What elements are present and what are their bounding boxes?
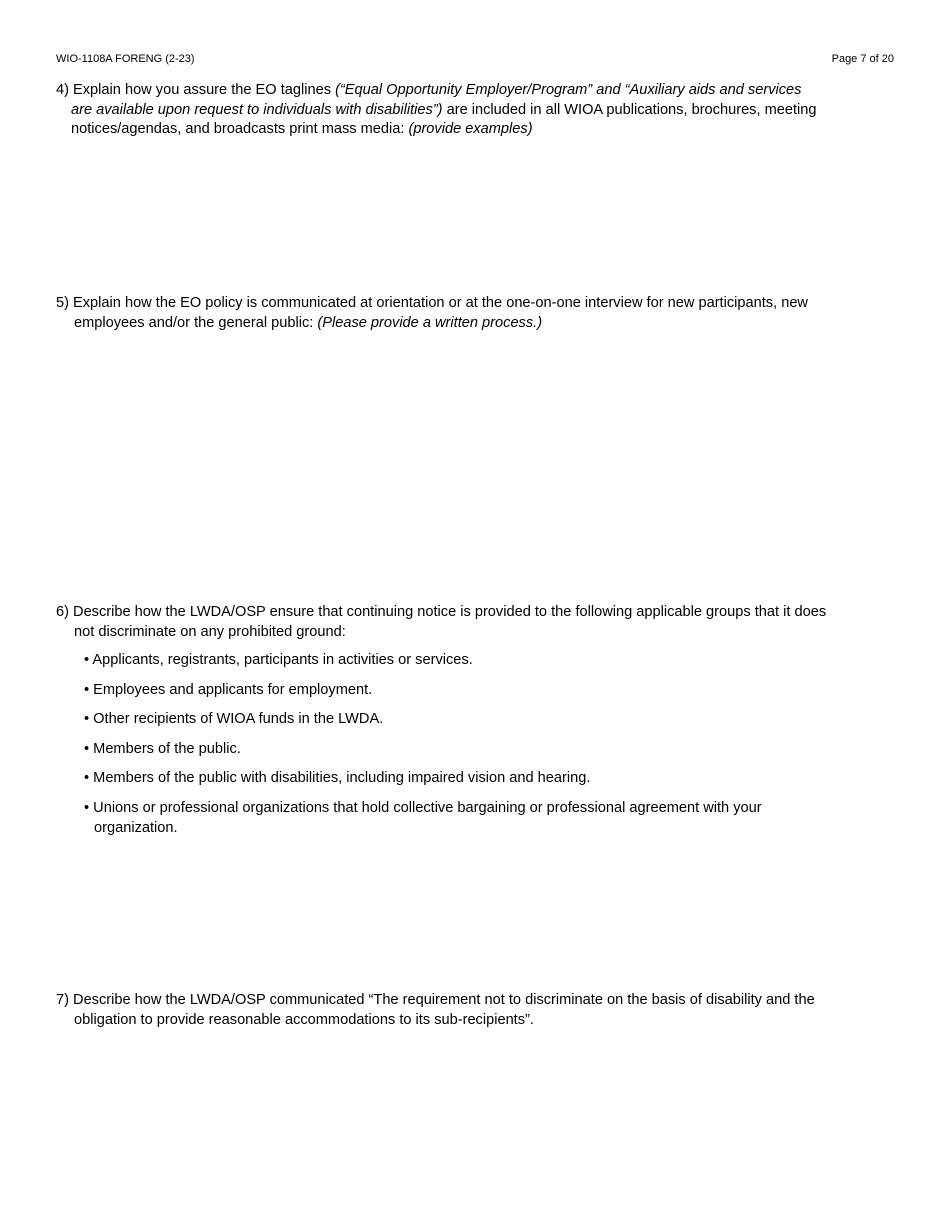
question-5-line-1: 5) Explain how the EO policy is communicated at orientation or at the one-on-one interview for new participants, new <box>56 295 808 311</box>
bullet-item: • Employees and applicants for employment. <box>84 682 373 698</box>
question-6 <box>56 603 896 642</box>
bullet-item: • Members of the public. <box>84 741 241 757</box>
question-4-line-1 <box>56 81 896 101</box>
bullet-item: • Members of the public with disabilities, including impaired vision and hearing. <box>84 770 591 786</box>
question-4-text-cont: are included in all WIOA publications, brochures, meeting <box>442 101 817 118</box>
question-5 <box>56 294 896 333</box>
question-7 <box>56 991 896 1030</box>
bullet-item-text-cont: organization. <box>94 819 178 836</box>
question-6-line-2: not discriminate on any prohibited ground: <box>74 623 346 640</box>
page-number: Page 7 of 20 <box>831 53 894 65</box>
question-4-tagline-cont: are available upon request to individuals with disabilities”) <box>71 101 443 118</box>
question-4-tagline: (“Equal Opportunity Employer/Program” and “Auxiliary aids and services <box>335 82 802 98</box>
question-7-line-1: 7) Describe how the LWDA/OSP communicated “The requirement not to discriminate on the basis of disability and the <box>56 992 815 1008</box>
question-4-instruction: (provide examples) <box>408 121 533 137</box>
form-id: WIO-1108A FORENG (2-23) <box>56 53 195 65</box>
question-5-text-cont: employees and/or the general public: <box>74 314 318 331</box>
question-4-text: 4) Explain how you assure the EO taglines <box>56 82 336 98</box>
question-7-line-2: obligation to provide reasonable accommodations to its sub-recipients”. <box>74 1011 534 1028</box>
bullet-item-text: • Unions or professional organizations that hold collective bargaining or professional agreement with your <box>84 800 762 816</box>
bullet-item <box>84 799 762 838</box>
question-6-line-1: 6) Describe how the LWDA/OSP ensure that continuing notice is provided to the following applicable groups that it does <box>56 604 827 620</box>
question-4-line-3 <box>56 120 896 140</box>
question-5-line-2 <box>56 314 896 334</box>
bullet-item: • Applicants, registrants, participants in activities or services. <box>84 652 473 668</box>
question-4 <box>56 81 896 140</box>
question-4-text-end: notices/agendas, and broadcasts print mass media: <box>71 121 409 137</box>
question-5-instruction: (Please provide a written process.) <box>317 314 543 331</box>
question-4-line-2 <box>56 101 896 121</box>
bullet-item: • Other recipients of WIOA funds in the LWDA. <box>84 711 384 727</box>
